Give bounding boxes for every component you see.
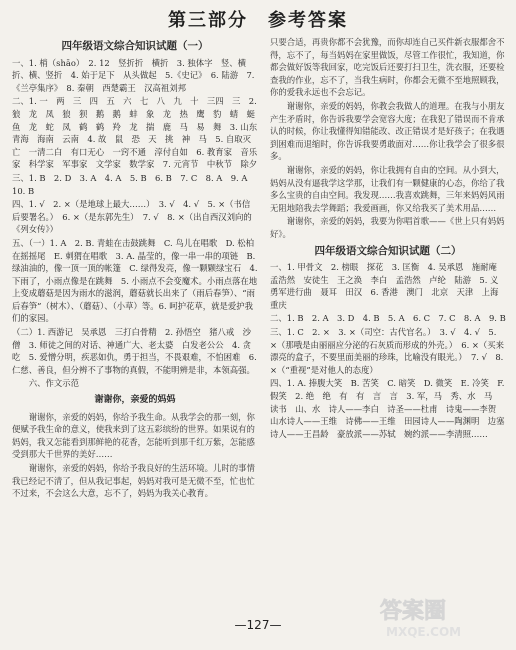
essay-paragraph: 谢谢你，亲爱的妈妈，你给予我生命。从我学会的那一刻，你便赋予我生命的意义，使我来到了这五彩缤纷的世界。如果说有的妈妈，我又怎能看到那鲜艳的花香，怎能听到那千红万紫，怎能感受到那大千世界的美好……: [12, 411, 255, 460]
answer-part-5: 五、（一）1. A 2. B. 青蛙在击鼓跳舞 C. 鸟儿在唱歌 D. 松柏在摇摇尾 E. 刺猬在唱歌 3. A. 晶莹的，像一串一串的项链 B. 绿油油的，像一顶一顶的帐篷 C. 绿得发亮，像一颗颗绿宝石 4. 下雨了，小雨点像是在跳舞 5. 小雨点不会变魔术。小雨点落在地上变成蘑菇是因为雨水的滋润，蘑菇就长出来了（雨后春笋）、“雨后春笋”（树木）、（蘑菇）、（小草）等。6. 呵护花草，就是爱护我们的家园。: [12, 237, 258, 324]
answer-part-3: 三、1. B 2. D 3. A 4. A 5. B 6. B 7. C 8. A 9. A 10. B: [12, 172, 256, 196]
right-column: [270, 36, 506, 441]
essay-continued: [270, 36, 506, 241]
answer-part-1: 一、1. 甲骨文 2. 榜眼 探花 3. 匡衡 4. 吴承恩 施耐庵 孟浩然 安徒生 王之涣 李白 孟浩然 卢纶 陆游 5. 义勇军进行曲 聂耳 田汉 6. 香港 澳门 北京 天津 上海 重庆: [270, 262, 507, 310]
essay-paragraph: 谢谢你，亲爱的妈妈，你给予我良好的生活环境。儿时的事情我已经记不清了，但从我记事起，妈妈对我可是无微不至，忙也忙不过来，不会这么大意，忘不了，妈妈为我关心教育。: [12, 463, 255, 499]
essay: [12, 394, 258, 500]
left-column: [12, 36, 266, 501]
watermark-top: 答案圈: [380, 599, 447, 624]
answer-part-4: 四、1. √ 2. ×（是地球上最大……） 3. √ 4. √ 5. ×（书信后要署名。） 6. ×（是东郭先生） 7. √ 8. ×（出自西汉刘向的《列女传》）: [12, 199, 252, 235]
answer-part-3: 三、1. C 2. × 3. ×（司空：古代官名。） 3. √ 4. √ 5. ×（那哦是由丽丽应分泌的石灰质而形成的外壳。） 6. ×（买来漂亮的盒子，不要里面美丽的珍珠，比喻没有眼光。） 7. √ 8. ×（“重视”是对他人的态度）: [270, 327, 505, 375]
essay-paragraph: 只要合适，再贵你都不会犹豫，而你却连自己买件新衣服都舍不得，忘不了，每当妈妈在家里做饭，尽管工作很忙，我知道，你都会做好饭等我回家，吃完饭后还要打扫卫生，洗衣服，还要检查我的作业，忘不了，当我生病时，你都会无微不至地照顾我，你的爱我永远也不会忘记。: [270, 37, 505, 98]
essay-paragraph: 谢谢你，亲爱的妈妈，我要为你唱首歌——《世上只有妈妈好》。: [270, 216, 505, 239]
answer-part-4: 四、1. A. 捧腹大笑 B. 苦笑 C. 暗笑 D. 微笑 E. 冷笑 F. 假笑 2. 绝 绝 有 有 言 言 3. 军，马 秀、水 马 读书 山、水 诗人——李白 诗圣——杜甫 诗鬼——李贺 山水诗人——王维 诗佛——王维 田园诗人——陶渊明 边塞诗人——王昌龄 豪放派——苏轼 婉约派——李清照……: [270, 378, 505, 439]
essay-title: 谢谢你，亲爱的妈妈: [94, 395, 176, 406]
answer-part-2: 二、1. 一 两 三 四 五 六 七 八 九 十 三四 三 2. 狼 龙 凤 狼 狈 鹅 鹅 蚌 象 龙 热 鹰 豹 蜻 蜓 鱼 龙 蛇 凤 鹤 鹤 羚 龙 揣 鹿 马 易 舞 3. 山东 青海 海南 云南 4. 故 鼠 恐 天 挑 神 马 5. 自取灭亡 一清二白 有口无心 一窍不通 淳付自如 6. 教育家 音乐家 科学家 军事家 文学家 数学家 7. 元宵节 中秋节 除夕: [12, 96, 266, 170]
watermark-bottom: MXQE.COM: [386, 625, 462, 639]
essay-paragraph: 谢谢你，亲爱的妈妈，你教会我做人的道理。在我与小朋友产生矛盾时，你告诉我要学会宽容大度；在我犯了错误而不肯承认的时候，你让我懂得知错能改、改正错误才是好孩子；在我遇到困难而退缩时，你告诉我要勇敢面对……你让我学会了很多很多。: [270, 100, 505, 162]
section-title-1: 四年级语文综合知识试题（一）: [61, 40, 209, 52]
answer-part-1: 一、1. 梢（shāo） 2. 12 竖折折 横折 3. 独体字 竖、横折、横、竖折 4. 始于足下 从头做起 5.《史记》 6. 陆游 7.《兰亭集序》 8. 秦朝 西楚霸王 汉高祖刘邦: [12, 57, 255, 93]
watermark-logo: [376, 596, 506, 640]
section-title-2: 四年级语文综合知识试题（二）: [314, 244, 462, 257]
page-number: —127—: [234, 618, 282, 632]
answer-part-2: 二、1. B 2. A 3. D 4. B 5. A 6. C 7. C 8. A 9. B: [270, 313, 506, 324]
essay-paragraph: 谢谢你，亲爱的妈妈，你让我拥有自由的空间。从小到大，妈妈从没有逼我学这学那，让我们有一颗健康的心态，你给了我多么宝贵的自由空间。我发现……我喜欢跳舞，三年来妈妈风雨无阻地陪我去学舞蹈；我爱画画，你又给我买了美术用品……: [270, 164, 505, 213]
page-title: 第三部分 参考答案: [168, 10, 348, 31]
answer-part-6: 六、作文示范: [28, 378, 80, 389]
answer-part-5b: （二）1. 西游记 吴承恩 三打白骨精 2. 孙悟空 猪八戒 沙僧 3. 师徒之间的对话、神通广大、老太婆 白发老公公 4. 贪吃 5. 爱憎分明，疾恶如仇，勇于担当，不畏艰难，不怕困难 6. 仁慈、善良，但分辨不了事物的真假，不能明辨是非，本领高强。: [12, 327, 257, 375]
